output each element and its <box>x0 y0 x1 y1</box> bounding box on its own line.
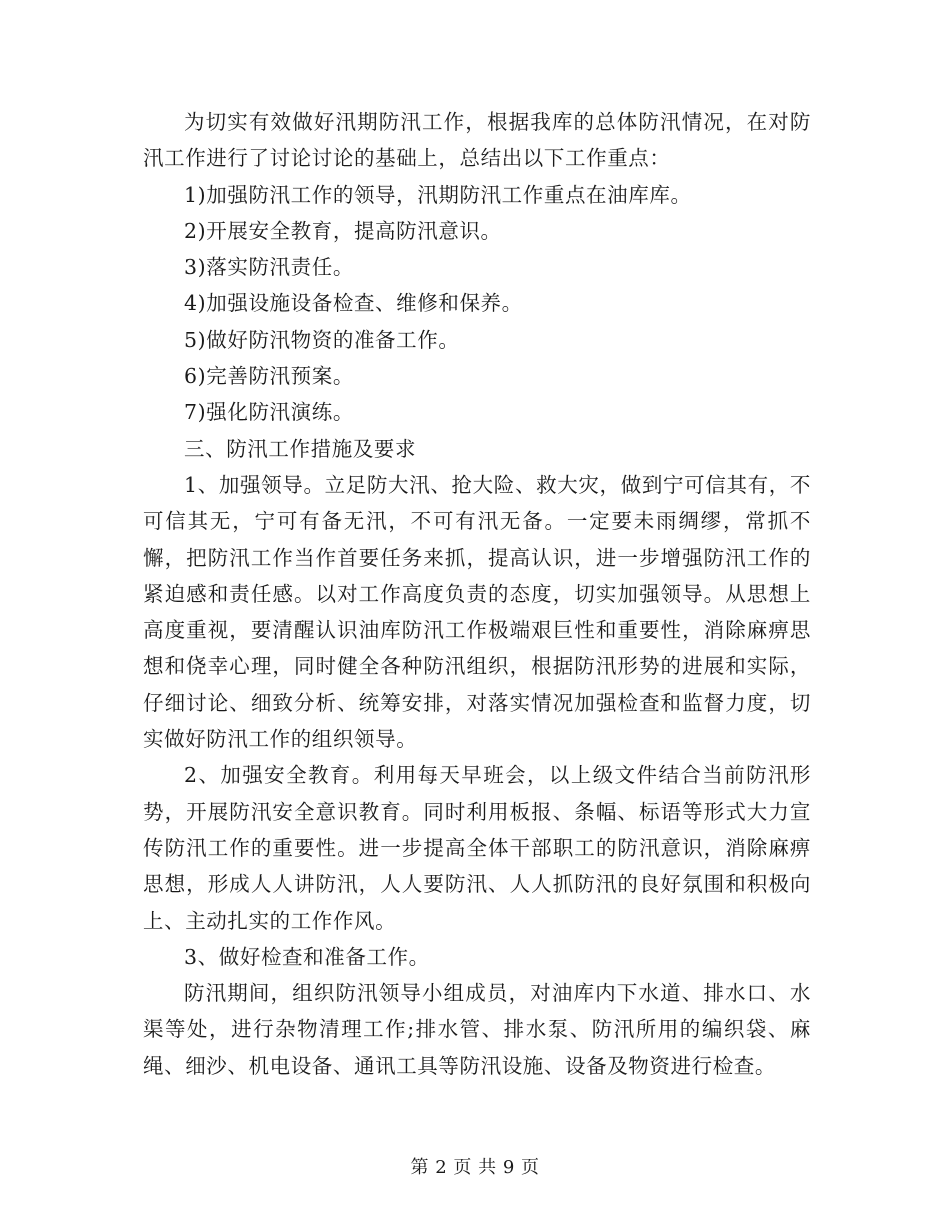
list-item-2: 2)开展安全教育，提高防汛意识。 <box>184 218 502 243</box>
paragraph-education: 2、加强安全教育。利用每天早班会，以上级文件结合当前防汛形势，开展防汛安全意识教育。同时利用板报、条幅、标语等形式大力宣传防汛工作的重要性。进一步提高全体干部职工的防汛意识，消除麻痹思想，形成人人讲防汛，人人要防汛、人人抓防汛的良好氛围和积极向上、主动扎实的工作作风。 <box>143 763 811 933</box>
list-item-4: 4)加强设施设备检查、维修和保养。 <box>184 291 523 316</box>
list-item-5: 5)做好防汛物资的准备工作。 <box>184 327 460 352</box>
section-heading: 三、防汛工作措施及要求 <box>184 436 417 461</box>
paragraph-inspection: 防汛期间，组织防汛领导小组成员，对油库内下水道、排水口、水渠等处，进行杂物清理工作;排水管、排水泵、防汛所用的编织袋、麻绳、细沙、机电设备、通讯工具等防汛设施、设备及物资进行检查。 <box>143 981 811 1078</box>
list-item-7: 7)强化防汛演练。 <box>184 400 354 425</box>
list-item-1: 1)加强防汛工作的领导，汛期防汛工作重点在油库库。 <box>184 182 692 207</box>
list-item-6: 6)完善防汛预案。 <box>184 364 354 389</box>
document-body <box>143 104 811 1084</box>
paragraph-inspection-heading: 3、做好检查和准备工作。 <box>184 944 430 969</box>
list-item-3: 3)落实防汛责任。 <box>184 255 354 280</box>
page-number-footer: 第 2 页 共 9 页 <box>410 1157 540 1178</box>
paragraph-leadership: 1、加强领导。立足防大汛、抢大险、救大灾，做到宁可信其有，不可信其无，宁可有备无汛，不可有汛无备。一定要未雨绸缪，常抓不懈，把防汛工作当作首要任务来抓，提高认识，进一步增强防汛工作的紧迫感和责任感。以对工作高度负责的态度，切实加强领导。从思想上高度重视，要清醒认识油库防汛工作极端艰巨性和重要性，消除麻痹思想和侥幸心理，同时健全各种防汛组织，根据防汛形势的进展和实际，仔细讨论、细致分析、统筹安排，对落实情况加强检查和监督力度，切实做好防汛工作的组织领导。 <box>143 472 811 752</box>
paragraph-intro: 为切实有效做好汛期防汛工作，根据我库的总体防汛情况，在对防汛工作进行了讨论讨论的基础上，总结出以下工作重点： <box>143 110 811 171</box>
